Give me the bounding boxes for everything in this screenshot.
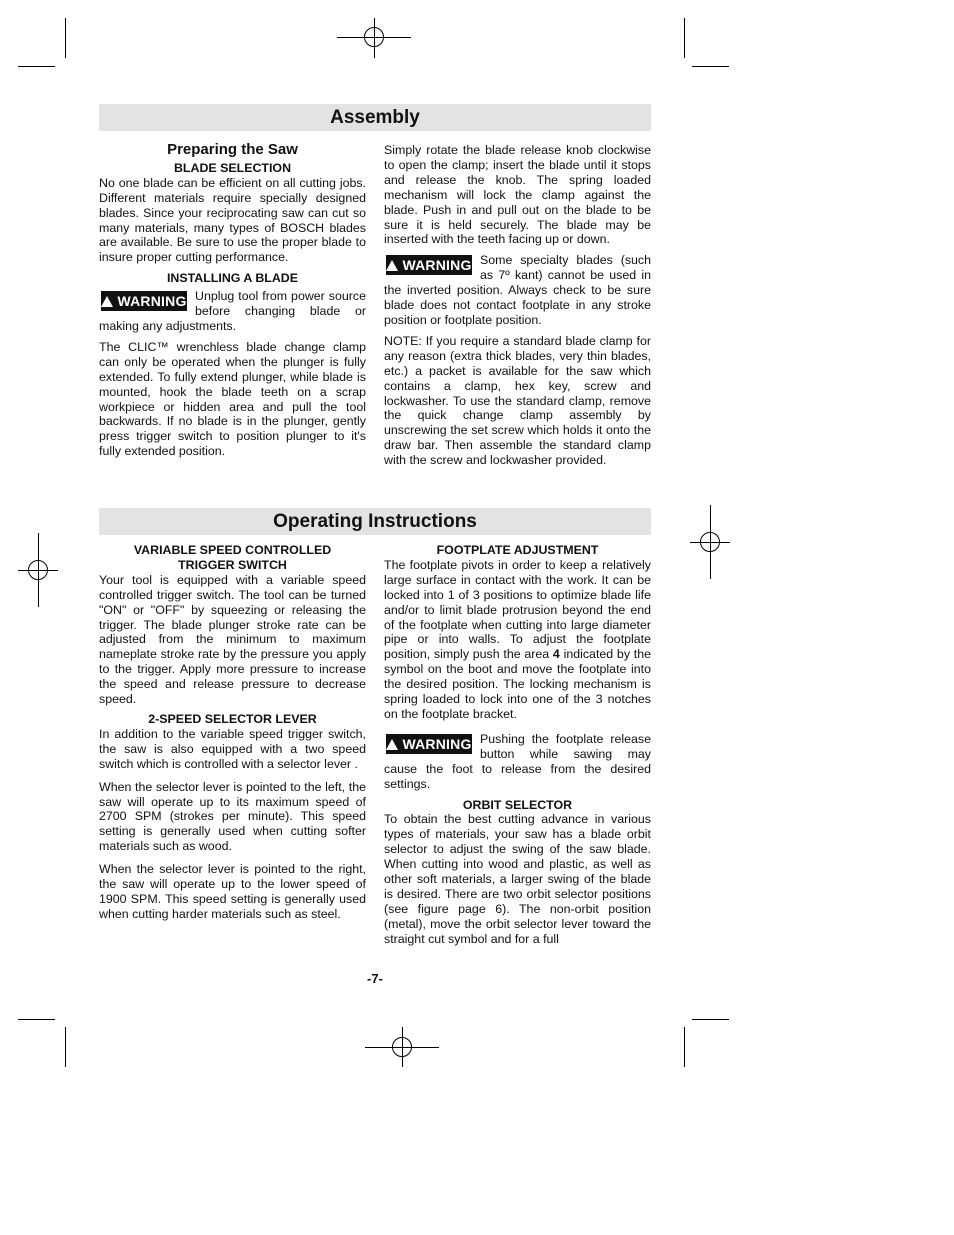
installing-heading: INSTALLING A BLADE [166,271,298,286]
footplate-heading: FOOTPLATE ADJUSTMENT [436,543,599,557]
blade-selection-text: No one blade can be efficient on all cutting jobs. Different materials require specially designed blades. Since your reciprocating saw can cut so many materials, many types of BOSCH blades are available. Be sure to use the proper blade to insure proper cutting performance. [99,175,366,265]
installing-warning-paragraph [99,289,366,334]
assembly-left-column [99,143,366,464]
warning-badge: WARNING [386,255,472,275]
installing-warning-text: Unplug tool from power source before changing blade or making any adjustments. [99,289,366,333]
two-speed-text: In addition to the variable speed trigger switch, the saw is also equipped with a two speed switch which is controlled with a selector lever . [99,726,366,771]
crop-mark [692,1019,729,1020]
crop-mark [65,18,66,58]
variable-heading-line-1: VARIABLE SPEED CONTROLLED [133,543,332,557]
warning-badge: WARNING [386,734,472,754]
crop-mark [692,66,729,67]
assembly-banner [99,104,651,131]
blade-selection-heading: BLADE SELECTION [173,160,292,175]
orbit-text: To obtain the best cutting advance in various types of materials, your saw has a blade orbit selector to adjust the swing of the saw blade. When cutting into wood and plastic, as well as other soft materials, a larger swing of the blade is desired. There are two orbit selector positions (see figure page 6). The non-orbit position (metal), move the orbit selector lever toward the straight cut symbol and for a full [384,812,651,946]
warning-badge: WARNING [101,291,187,311]
crop-mark [18,66,55,67]
operating-left-column [99,543,366,927]
crop-mark [65,1027,66,1067]
variable-heading-line-2: TRIGGER SWITCH [178,557,287,572]
clic-text: The CLIC™ wrenchless blade change clamp can only be operated when the plunger is fully extended. To fully extend plunger, while blade is mounted, hook the blade teeth on a scrap workpiece or hidden area and pull the tool backwards. If no blade is in the plunger, gently press trigger switch to position plunger to it's fully extended position. [99,339,366,459]
footplate-text: The footplate pivots in order to keep a relatively large surface in contact with the work. It can be locked into 1 of 3 positions to optimize blade life and/or to limit blade protrusion beyond the end of the footplate when cutting into large diameter pipe or into walls. To adjust the footplate position, simply push the area 4 indicated by the symbol on the boot and move the footplate into the desired position. The locking mechanism is spring loaded to lock into one of the 3 notches on the footplate bracket. [384,557,651,721]
rotate-text: Simply rotate the blade release knob clockwise to open the clamp; insert the blade until it stops and release the knob. The spring loaded mechanism will lock the clamp against the blade. Push in and pull out on the blade to be sure it is held securely. The blade may be inserted with the teeth facing up or down. [384,143,651,247]
left-lever-text: When the selector lever is pointed to the left, the saw will operate up to its maximum speed of 2700 SPM (strokes per minute). This speed setting is generally used when cutting softer materials such as wood. [99,779,366,854]
operating-banner [99,508,651,535]
right-lever-text: When the selector lever is pointed to the right, the saw will operate up to the lower speed of 1900 SPM. This speed setting is generally used when cutting harder materials such as steel. [99,862,366,921]
footplate-area-number: 4 [552,647,560,662]
preparing-heading: Preparing the Saw [167,141,298,158]
registration-circle [392,1037,412,1057]
page-number: -7- [367,971,383,986]
note-text: NOTE: If you require a standard blade clamp for any reason (extra thick blades, very thin blades, etc.) a packet is available for the saw which contains a clamp, hex key, screw and lockwasher. To use the standard clamp, remove the quick change clamp assembly by unscrewing the set screw which holds it onto the draw bar. Then assemble the standard clamp with the screw and lockwasher provided. [384,333,651,468]
warning-triangle-icon [386,739,398,750]
specialty-warning-text: Some specialty blades (such as 7º kant) cannot be used in the inverted position. Always check to be sure blade does not contact footplate in any stroke position or footplate position. [384,253,651,327]
assembly-right-column [384,143,651,473]
assembly-title: Assembly [330,107,420,128]
footplate-warning-paragraph [384,732,651,792]
crop-mark [684,18,685,58]
operating-title: Operating Instructions [273,511,477,532]
operating-right-column [384,543,651,952]
orbit-heading: ORBIT SELECTOR [462,797,573,812]
warning-triangle-icon [101,296,113,307]
warning-triangle-icon [386,260,398,271]
two-speed-heading: 2-SPEED SELECTOR LEVER [148,711,317,726]
crop-mark [684,1027,685,1067]
registration-circle [700,532,720,552]
registration-circle [364,27,384,47]
crop-mark [18,1019,55,1020]
registration-circle [28,560,48,580]
variable-text: Your tool is equipped with a variable speed controlled trigger switch. The tool can be turned "ON" or "OFF" by squeezing or releasing the trigger. The blade plunger stroke rate can be adjusted from the minimum to maximum nameplate stroke rate by the pressure you apply to the trigger. Apply more pressure to increase the speed and release pressure to decrease speed. [99,572,366,707]
footplate-warning-text: Pushing the footplate release button while sawing may cause the foot to release from the desired settings. [384,731,651,791]
specialty-warning-paragraph [384,253,651,328]
